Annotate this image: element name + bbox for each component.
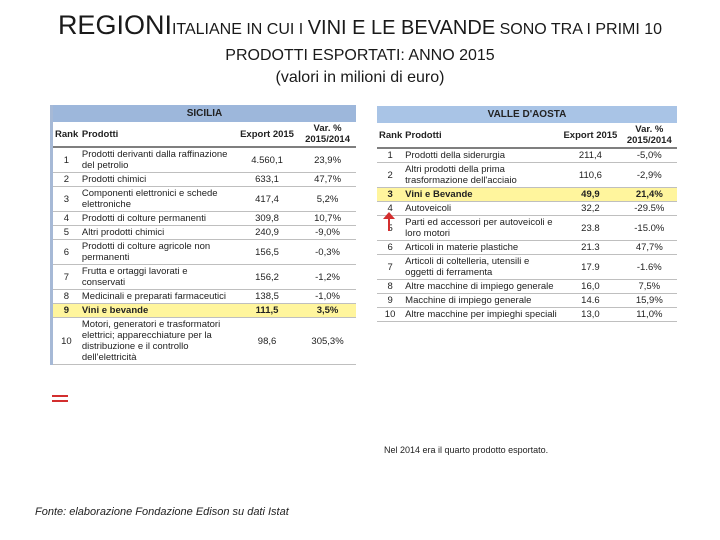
title-part4: SONO TRA I PRIMI 10 xyxy=(499,21,663,38)
export-cell: 13,0 xyxy=(559,308,621,322)
table-row xyxy=(377,188,677,202)
var-cell: 47,7% xyxy=(299,173,356,187)
rank-cell: 7 xyxy=(53,265,80,290)
var-cell: -1,0% xyxy=(299,290,356,304)
export-cell: 14.6 xyxy=(559,294,621,308)
var-cell: -29.5% xyxy=(622,202,677,216)
export-cell: 110,6 xyxy=(559,163,621,188)
rank-cell: 5 xyxy=(377,216,403,241)
export-cell: 633,1 xyxy=(235,173,299,187)
sicilia-table xyxy=(53,122,356,365)
header-var xyxy=(299,122,356,147)
table-row xyxy=(53,187,356,212)
product-cell: Prodotti chimici xyxy=(80,173,235,187)
rank-cell: 9 xyxy=(53,304,80,318)
var-cell: -0,3% xyxy=(299,240,356,265)
export-cell: 17.9 xyxy=(559,255,621,280)
rank-cell: 1 xyxy=(377,148,403,163)
table-row xyxy=(53,212,356,226)
product-cell: Vini e bevande xyxy=(80,304,235,318)
rank-cell: 8 xyxy=(53,290,80,304)
table-row xyxy=(377,294,677,308)
rank-cell: 6 xyxy=(53,240,80,265)
var-cell: 47,7% xyxy=(622,241,677,255)
header-rank: Rank xyxy=(53,122,80,147)
product-cell: Prodotti di colture agricole non permanenti xyxy=(80,240,235,265)
table-row xyxy=(53,240,356,265)
subtitle: PRODOTTI ESPORTATI: ANNO 2015 xyxy=(225,47,495,64)
equal-icon xyxy=(52,395,68,407)
header-var-line2: 2015/2014 xyxy=(626,135,672,146)
sicilia-table-panel xyxy=(50,105,356,365)
rank-cell: 10 xyxy=(53,318,80,365)
export-cell: 156,2 xyxy=(235,265,299,290)
product-cell: Altre macchine di impiego generale xyxy=(403,280,559,294)
var-cell: -5,0% xyxy=(622,148,677,163)
title-part2: ITALIANE IN CUI I xyxy=(171,21,304,38)
export-cell: 417,4 xyxy=(235,187,299,212)
rank-cell: 4 xyxy=(377,202,403,216)
rank-cell: 10 xyxy=(377,308,403,322)
var-cell: -1.6% xyxy=(622,255,677,280)
product-cell: Componenti elettronici e schede elettroniche xyxy=(80,187,235,212)
var-cell: -9,0% xyxy=(299,226,356,240)
table-row xyxy=(53,265,356,290)
rank-cell: 4 xyxy=(53,212,80,226)
product-cell: Altri prodotti della prima trasformazione dell'acciaio xyxy=(403,163,559,188)
var-cell: 11,0% xyxy=(622,308,677,322)
product-cell: Articoli in materie plastiche xyxy=(403,241,559,255)
header-prodotti: Prodotti xyxy=(403,123,559,148)
valle-note: Nel 2014 era il quarto prodotto esportato. xyxy=(384,445,549,455)
product-cell: Motori, generatori e trasformatori elettrici; apparecchiature per la distribuzione e il controllo dell'elettricità xyxy=(80,318,235,365)
header-var-line1: Var. % xyxy=(635,124,664,135)
product-cell: Altre macchine per impieghi speciali xyxy=(403,308,559,322)
valle-banner: VALLE D'AOSTA xyxy=(377,106,677,123)
rank-cell: 1 xyxy=(53,147,80,173)
table-row xyxy=(53,304,356,318)
title-part1: REGIONI xyxy=(57,10,172,40)
product-cell: Vini e Bevande xyxy=(403,188,559,202)
rank-cell: 2 xyxy=(377,163,403,188)
product-cell: Prodotti della siderurgia xyxy=(403,148,559,163)
valle-table-panel xyxy=(377,106,677,322)
table-row xyxy=(377,308,677,322)
header-var xyxy=(622,123,677,148)
table-row xyxy=(53,226,356,240)
table-row xyxy=(377,241,677,255)
rank-cell: 6 xyxy=(377,241,403,255)
var-cell: 15,9% xyxy=(622,294,677,308)
header-export: Export 2015 xyxy=(559,123,621,148)
arrow-up-icon xyxy=(382,212,396,232)
product-cell: Prodotti derivanti dalla raffinazione del petrolio xyxy=(80,147,235,173)
valle-table xyxy=(377,123,677,322)
source-note: Fonte: elaborazione Fondazione Edison su dati Istat xyxy=(35,506,289,518)
product-cell: Articoli di coltelleria, utensili e oggetti di ferramenta xyxy=(403,255,559,280)
var-cell: 7,5% xyxy=(622,280,677,294)
product-cell: Medicinali e preparati farmaceutici xyxy=(80,290,235,304)
subtitle-units: (valori in milioni di euro) xyxy=(275,69,445,86)
rank-cell: 8 xyxy=(377,280,403,294)
export-cell: 309,8 xyxy=(235,212,299,226)
page-title xyxy=(0,10,720,41)
header-var-line1: Var. % xyxy=(313,123,342,134)
var-cell: 305,3% xyxy=(299,318,356,365)
var-cell: 10,7% xyxy=(299,212,356,226)
export-cell: 211,4 xyxy=(559,148,621,163)
product-cell: Altri prodotti chimici xyxy=(80,226,235,240)
rank-cell: 3 xyxy=(377,188,403,202)
rank-cell: 9 xyxy=(377,294,403,308)
table-row xyxy=(377,202,677,216)
var-cell: 5,2% xyxy=(299,187,356,212)
var-cell: 21,4% xyxy=(622,188,677,202)
product-cell: Prodotti di colture permanenti xyxy=(80,212,235,226)
export-cell: 111,5 xyxy=(235,304,299,318)
table-row xyxy=(377,280,677,294)
table-row xyxy=(53,147,356,173)
var-cell: 3,5% xyxy=(299,304,356,318)
var-cell: 23,9% xyxy=(299,147,356,173)
product-cell: Parti ed accessori per autoveicoli e loro motori xyxy=(403,216,559,241)
rank-cell: 5 xyxy=(53,226,80,240)
rank-cell: 2 xyxy=(53,173,80,187)
table-row xyxy=(53,318,356,365)
export-cell: 49,9 xyxy=(559,188,621,202)
export-cell: 156,5 xyxy=(235,240,299,265)
export-cell: 21.3 xyxy=(559,241,621,255)
table-row xyxy=(53,290,356,304)
export-cell: 4.560,1 xyxy=(235,147,299,173)
table-row xyxy=(377,255,677,280)
product-cell: Frutta e ortaggi lavorati e conservati xyxy=(80,265,235,290)
export-cell: 23.8 xyxy=(559,216,621,241)
var-cell: -15.0% xyxy=(622,216,677,241)
var-cell: -1,2% xyxy=(299,265,356,290)
table-row xyxy=(53,173,356,187)
rank-cell: 3 xyxy=(53,187,80,212)
export-cell: 16,0 xyxy=(559,280,621,294)
header-export: Export 2015 xyxy=(235,122,299,147)
header-prodotti: Prodotti xyxy=(80,122,235,147)
rank-cell: 7 xyxy=(377,255,403,280)
export-cell: 32,2 xyxy=(559,202,621,216)
table-row xyxy=(377,148,677,163)
product-cell: Macchine di impiego generale xyxy=(403,294,559,308)
table-row xyxy=(377,163,677,188)
table-row xyxy=(377,216,677,241)
export-cell: 240,9 xyxy=(235,226,299,240)
sicilia-banner: SICILIA xyxy=(53,105,356,122)
var-cell: -2,9% xyxy=(622,163,677,188)
export-cell: 138,5 xyxy=(235,290,299,304)
export-cell: 98,6 xyxy=(235,318,299,365)
table-header-row xyxy=(377,123,677,148)
product-cell: Autoveicoli xyxy=(403,202,559,216)
header-var-line2: 2015/2014 xyxy=(305,134,350,145)
table-header-row xyxy=(53,122,356,147)
header-rank: Rank xyxy=(377,123,403,148)
title-part3: VINI E LE BEVANDE xyxy=(307,17,496,39)
